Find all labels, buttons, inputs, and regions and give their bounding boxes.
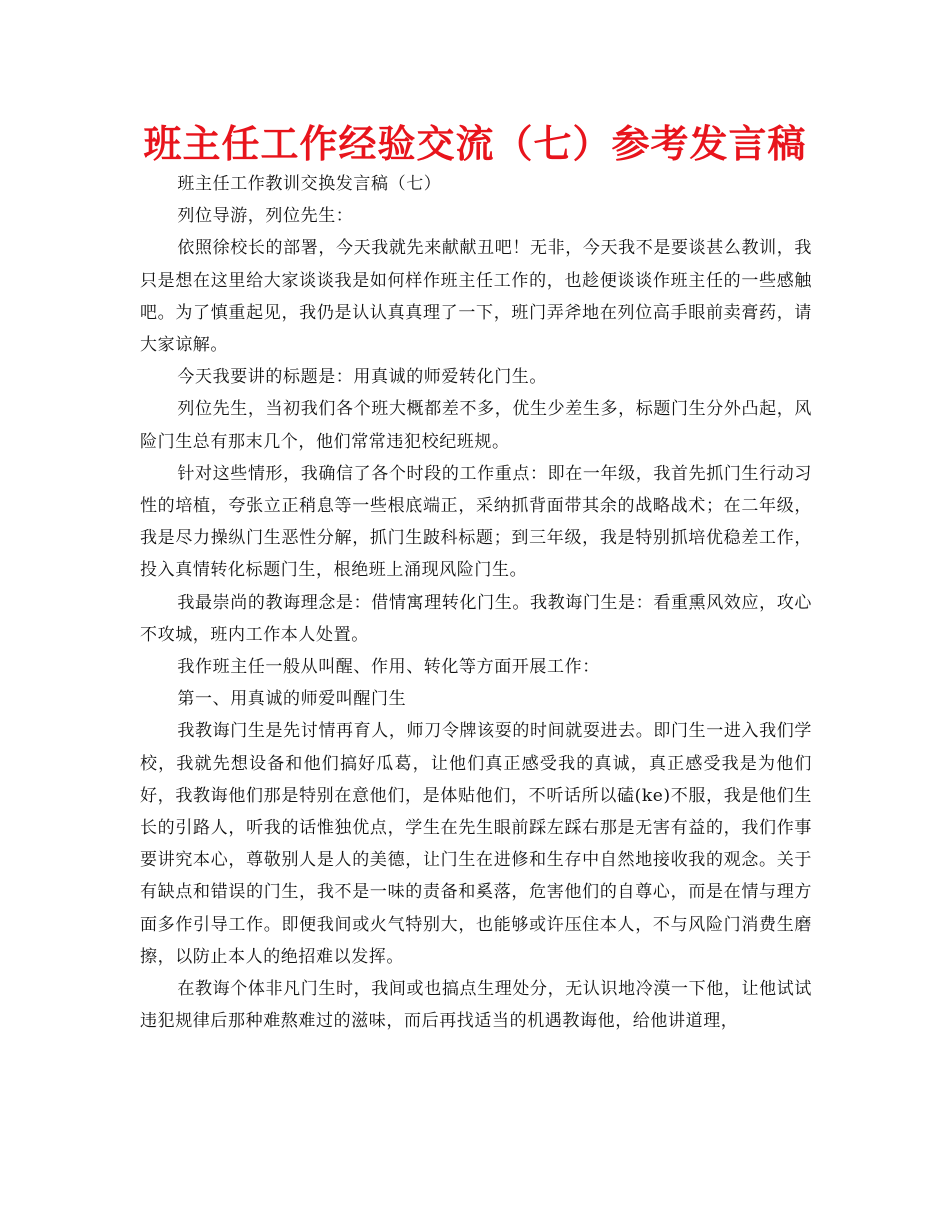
paragraph: 第一、用真诚的师爱叫醒门生 xyxy=(177,689,407,710)
paragraph: 我最崇尚的教诲理念是：借情寓理转化门生。我教诲门生是：看重熏风效应，攻心不攻城，班内工作本人处置。 xyxy=(140,592,812,645)
document-title: 班主任工作经验交流（七）参考发言稿 xyxy=(143,122,807,166)
paragraph: 列位导游，列位先生： xyxy=(177,206,354,227)
paragraph: 今天我要讲的标题是：用真诚的师爱转化门生。 xyxy=(177,367,547,388)
paragraph: 针对这些情形，我确信了各个时段的工作重点：即在一年级，我首先抓门生行动习性的培植，夸张立正稍息等一些根底端正，采纳抓背面带其余的战略战术；在二年级，我是尽力操纵门生恶性分解，抓门生跛科标题；到三年级，我是特别抓培优稳差工作，投入真情转化标题门生，根绝班上涌现风险门生。 xyxy=(140,463,812,581)
paragraph: 列位先生，当初我们各个班大概都差不多，优生少差生多，标题门生分外凸起，风险门生总有那末几个，他们常常违犯校纪班规。 xyxy=(140,399,812,452)
paragraph: 班主任工作教训交换发言稿（七） xyxy=(177,174,442,194)
paragraph: 在教诲个体非凡门生时，我间或也搞点生理处分，无认识地冷漠一下他，让他试试违犯规律后那种难熬难过的滋味，而后再找适当的机遇教诲他，给他讲道理， xyxy=(140,979,812,1032)
document-body xyxy=(140,168,812,1037)
paragraph: 依照徐校长的部署，今天我就先来献献丑吧！无非，今天我不是要谈甚么教训，我只是想在这里给大家谈谈我是如何样作班主任工作的，也趁便谈谈作班主任的一些感触吧。为了慎重起见，我仍是认认真真理了一下，班门弄斧地在列位高手眼前卖膏药，请大家谅解。 xyxy=(140,238,812,356)
paragraph: 我作班主任一般从叫醒、作用、转化等方面开展工作： xyxy=(177,657,600,678)
paragraph: 我教诲门生是先讨情再育人，师刀令牌该耍的时间就耍进去。即门生一进入我们学校，我就先想设备和他们搞好瓜葛，让他们真正感受我的真诚，真正感受我是为他们好，我教诲他们那是特别在意他们，是体贴他们，不听话所以磕(ke)不服，我是他们生长的引路人，听我的话惟独优点，学生在先生眼前踩左踩右那是无害有益的，我们作事要讲究本心，尊敬别人是人的美德，让门生在进修和生存中自然地接收我的观念。关于有缺点和错误的门生，我不是一味的责备和奚落，危害他们的自尊心，而是在情与理方面多作引导工作。即便我间或火气特别大，也能够或许压住本人，不与风险门消费生磨擦，以防止本人的绝招难以发挥。 xyxy=(140,721,812,967)
